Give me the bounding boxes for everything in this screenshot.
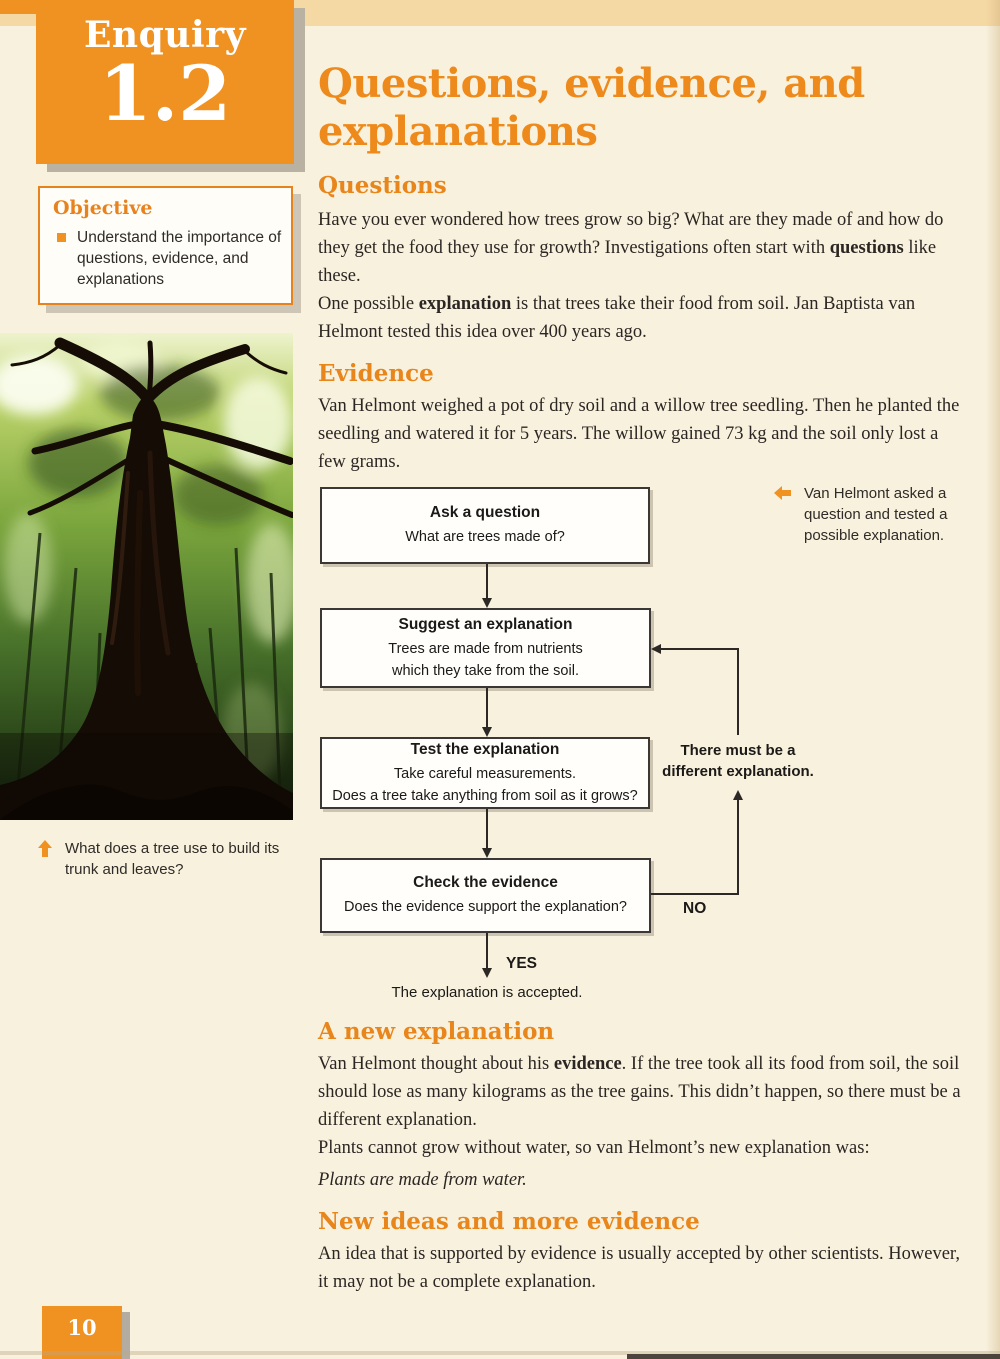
flow-box-suggest-explanation <box>320 608 651 688</box>
accepted-note: The explanation is accepted. <box>391 984 583 1001</box>
objective-card <box>38 186 293 305</box>
flow-connector-line <box>651 893 739 895</box>
tree-photo <box>0 333 293 820</box>
flow-connector-line <box>486 933 488 968</box>
down-arrow-icon <box>482 727 492 737</box>
photo-caption-text: What does a tree use to build its trunk and leaves? <box>65 840 280 878</box>
flow-box-line: Does a tree take anything from soil as it grows? <box>332 787 638 804</box>
flow-connector-line <box>737 648 739 735</box>
flow-connector-line <box>486 564 488 598</box>
flow-box-line: Take careful measurements. <box>393 765 577 782</box>
flow-box-line: Trees are made from nutrients <box>388 640 583 657</box>
flow-connector-line <box>737 800 739 895</box>
flow-box-title: Check the evidence <box>413 874 558 891</box>
paragraph-questions-1: Have you ever wondered how trees grow so big? What are they made of and how do they get the food they use for growth? Investigations often start with questions like these. <box>318 210 944 286</box>
down-arrow-icon <box>482 598 492 608</box>
side-note-text: Van Helmont asked a question and tested a possible explanation. <box>804 485 948 544</box>
down-arrow-icon <box>482 848 492 858</box>
paragraph-new-explanation-2: Plants cannot grow without water, so van Helmont’s new explanation was: <box>318 1138 870 1158</box>
enquiry-number: 1.2 <box>98 49 232 138</box>
page-bottom-shadow <box>627 1354 1000 1359</box>
top-corner-block <box>0 0 36 14</box>
section-heading-new-ideas: New ideas and more evidence <box>318 1208 700 1235</box>
flow-connector-line <box>661 648 739 650</box>
paragraph-evidence-1: Van Helmont weighed a pot of dry soil and a willow tree seedling. Then he planted the seedling and watered it for 5 years. The willow gained 73 kg and the soil only lost a few grams. <box>318 396 960 472</box>
paragraph-questions-2: One possible explanation is that trees take their food from soil. Jan Baptista van Helmont tested this idea over 400 years ago. <box>318 294 916 342</box>
flow-connector-line <box>486 688 488 727</box>
section-heading-new-explanation: A new explanation <box>318 1018 555 1045</box>
paragraph-new-explanation-3: Plants are made from water. <box>318 1170 527 1190</box>
up-arrow-icon <box>38 840 52 857</box>
flowchart-side-note <box>774 483 962 546</box>
flow-connector-line <box>486 809 488 848</box>
page-title-line1: Questions, evidence, and <box>318 60 865 107</box>
up-arrow-icon <box>733 790 743 800</box>
objective-title: Objective <box>53 197 153 219</box>
flow-box-title: Ask a question <box>429 504 541 521</box>
left-arrow-icon <box>651 644 661 654</box>
page-title-line2: explanations <box>318 108 598 155</box>
section-heading-questions: Questions <box>318 172 447 199</box>
different-explanation-note: There must be a different explanation. <box>662 742 814 780</box>
yes-label: YES <box>506 955 538 972</box>
page-right-edge <box>986 0 1000 1359</box>
enquiry-label: Enquiry <box>83 14 247 56</box>
no-label: NO <box>683 900 707 917</box>
tree-photo-svg <box>0 333 293 820</box>
flowchart <box>318 480 978 1010</box>
flow-box-title: Suggest an explanation <box>398 615 573 633</box>
flow-box-line: Does the evidence support the explanation? <box>344 899 627 915</box>
section-heading-evidence: Evidence <box>318 360 434 387</box>
objective-text: Understand the importance of questions, evidence, and explanations <box>77 229 282 288</box>
left-arrow-icon <box>774 486 791 500</box>
flow-box-line: What are trees made of? <box>405 529 565 545</box>
flow-box-check-evidence <box>320 858 651 933</box>
paragraph-new-explanation-1: Van Helmont thought about his evidence. If the tree took all its food from soil, the soil should lose as many kilograms as the tree gains. This didn’t happen, so there must be a different explanation. <box>318 1054 961 1130</box>
flow-box-line: which they take from the soil. <box>392 662 579 679</box>
down-arrow-icon <box>482 968 492 978</box>
page-number: 10 <box>67 1315 97 1340</box>
enquiry-badge <box>36 0 294 164</box>
flow-box-ask-question <box>320 487 650 564</box>
square-bullet-icon <box>57 233 66 242</box>
page-title <box>318 60 978 156</box>
paragraph-new-ideas-1: An idea that is supported by evidence is usually accepted by other scientists. However, it may not be a complete explanation. <box>318 1244 960 1292</box>
flow-box-test-explanation <box>320 737 650 809</box>
flow-box-title: Test the explanation <box>410 740 560 758</box>
photo-caption <box>38 838 305 880</box>
objective-item <box>57 227 291 290</box>
